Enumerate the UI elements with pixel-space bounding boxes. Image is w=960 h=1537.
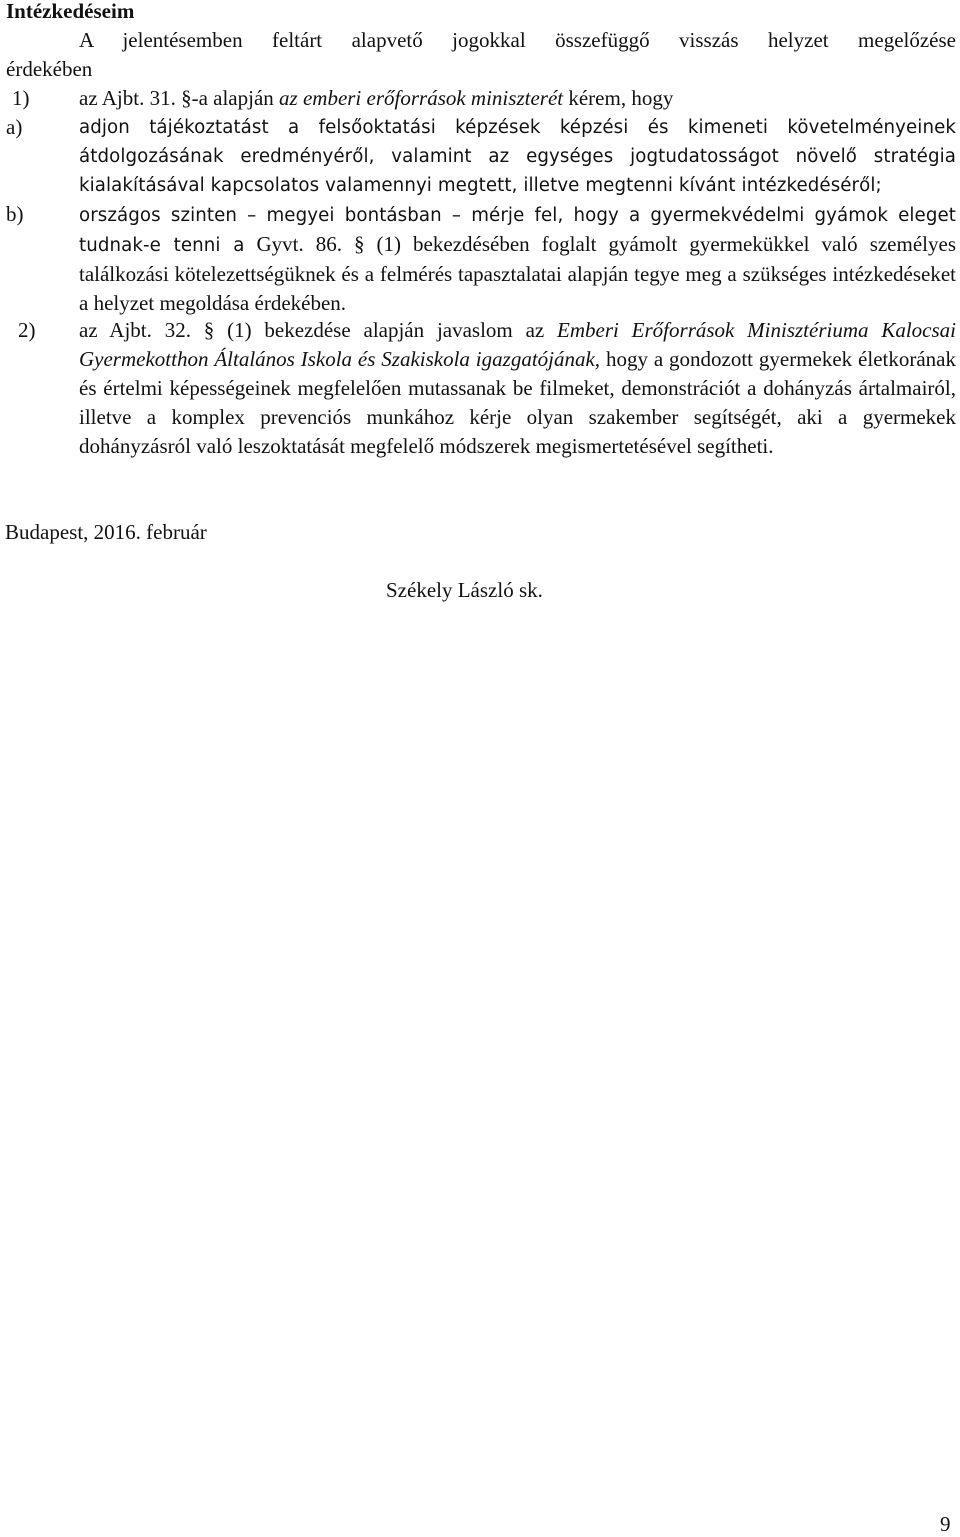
list-item-1 xyxy=(12,84,956,113)
intro-paragraph xyxy=(6,26,956,84)
place-and-date: Budapest, 2016. február xyxy=(5,520,207,544)
list-marker: 2) xyxy=(18,318,36,342)
list-marker: 1) xyxy=(12,86,30,110)
text-segment: hogy a gondozott gyermekek életkorának és értelmi képességeinek megfelelően mutassanak be filmeket, demonstrációt a dohányzás ártalmairól, illetve a komplex prevenciós munkához kérje olyan szakember segítségét, aki a gyermekek dohányzásról való leszoktatását megfelelő módszerek megismertetésével segítheti. xyxy=(79,347,956,458)
list-item-2 xyxy=(6,316,956,490)
text-segment: az Ajbt. 32. § (1) bekezdése alapján javaslom az xyxy=(79,318,558,342)
list-item-text xyxy=(79,316,956,461)
signature: Székely László sk. xyxy=(386,578,543,602)
list-item-text xyxy=(79,200,956,318)
section-sign: § xyxy=(181,86,192,110)
list-item-b xyxy=(6,200,956,316)
text-segment: kérem, hogy xyxy=(563,86,674,110)
list-item-text: adjon tájékoztatást a felsőoktatási képzések képzési és kimeneti követelményeinek átdolgozásának eredményéről, valamint az egységes jogtudatosságot növelő stratégia kialakításával kapcsolatos valamennyi megtett, illetve megtenni kívánt intézkedéséről; xyxy=(79,117,956,196)
list-item-a xyxy=(6,113,956,200)
text-segment: -a alapján xyxy=(191,86,280,110)
text-segment: országos szinten – megyei bontásban – mérje fel, hogy a gyermekvédelmi gyámok eleget tudnak-e tenni a xyxy=(79,205,956,256)
intro-line-1: A jelentésemben feltárt alapvető jogokkal összefüggő visszás helyzet megelőzése xyxy=(79,28,956,52)
page-title: Intézkedéseim xyxy=(6,0,135,23)
text-segment: az Ajbt. 31. xyxy=(79,86,182,110)
addressee-italic: az emberi erőforrások miniszterét xyxy=(279,86,564,110)
addressee-italic: Emberi Erőforrások Minisztériuma Kalocsai Gyermekotthon Általános Iskola és Szakiskola igazgatójának, xyxy=(79,318,957,371)
intro-line-2: érdekében xyxy=(6,57,93,81)
list-marker: a) xyxy=(6,115,23,139)
text-segment: Gyvt. 86. § (1) bekezdésében foglalt gyámolt gyermekükkel való személyes találkozási kötelezettségüknek és a felmérés tapasztalatai alapján tegye meg a szükséges intézkedéseket a helyzet megoldása érdekében. xyxy=(79,232,956,315)
page-number: 9 xyxy=(940,1512,951,1536)
list-item-text xyxy=(79,84,959,113)
list-marker: b) xyxy=(6,202,24,226)
